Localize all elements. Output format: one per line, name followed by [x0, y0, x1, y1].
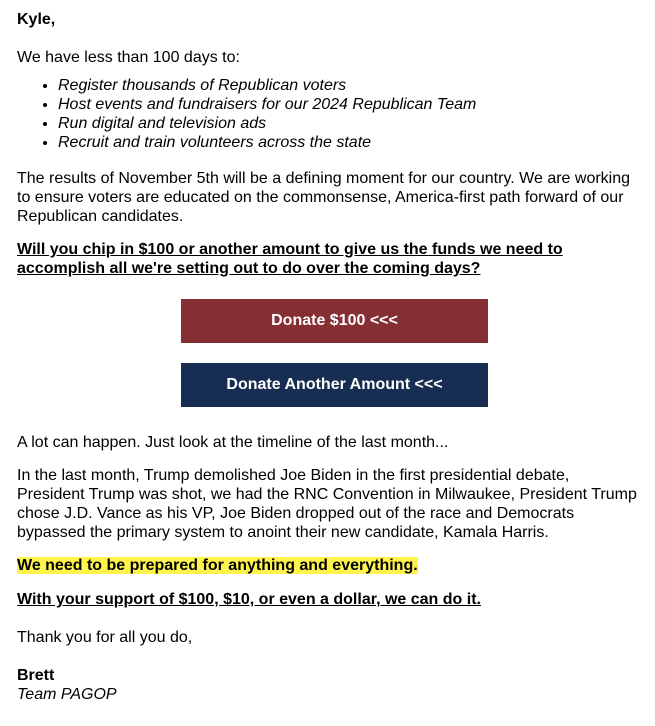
- thanks-text: Thank you for all you do,: [17, 629, 193, 646]
- donate-other-wrap: [17, 363, 634, 407]
- results-paragraph: The results of November 5th will be a defining moment for our country. We are working to ensure voters are educated on the commonsense, America-first path forward of our Republican candidates.: [17, 170, 631, 225]
- donate-100-button[interactable]: Donate $100 <<<: [181, 299, 488, 343]
- button-spacer: [17, 343, 637, 363]
- greeting: Kyle,: [17, 11, 56, 28]
- list-item: • Host events and fundraisers for our 2024 Republican Team: [58, 95, 637, 114]
- support-link[interactable]: With your support of $100, $10, or even a dollar, we can do it.: [17, 591, 481, 608]
- list-item: • Recruit and train volunteers across the state: [58, 133, 637, 152]
- highlighted-text: We need to be prepared for anything and everything.: [17, 557, 418, 574]
- highlight-line: [17, 556, 637, 575]
- donation-ask-link[interactable]: Will you chip in $100 or another amount to give us the funds we need to accomplish all we're setting out to do over the coming days?: [17, 241, 563, 277]
- list-item: • Run digital and television ads: [58, 114, 637, 133]
- signature-team: Team PAGOP: [17, 686, 117, 703]
- donate-other-amount-button[interactable]: Donate Another Amount <<<: [181, 363, 488, 407]
- donate-100-wrap: [17, 299, 634, 343]
- goals-list: [17, 76, 637, 152]
- timeline-paragraph: In the last month, Trump demolished Joe Biden in the first presidential debate, President Trump was shot, we had the RNC Convention in Milwaukee, President Trump chose J.D. Vance as his VP, Joe Biden dropped out of the race and Democrats bypassed the primary system to anoint their new candidate, Kamala Harris.: [17, 467, 637, 541]
- signature-name: Brett: [17, 667, 55, 684]
- list-item: • Register thousands of Republican voters: [58, 76, 637, 95]
- timeline-intro: A lot can happen. Just look at the timeline of the last month...: [17, 434, 449, 451]
- intro-text: We have less than 100 days to:: [17, 49, 240, 66]
